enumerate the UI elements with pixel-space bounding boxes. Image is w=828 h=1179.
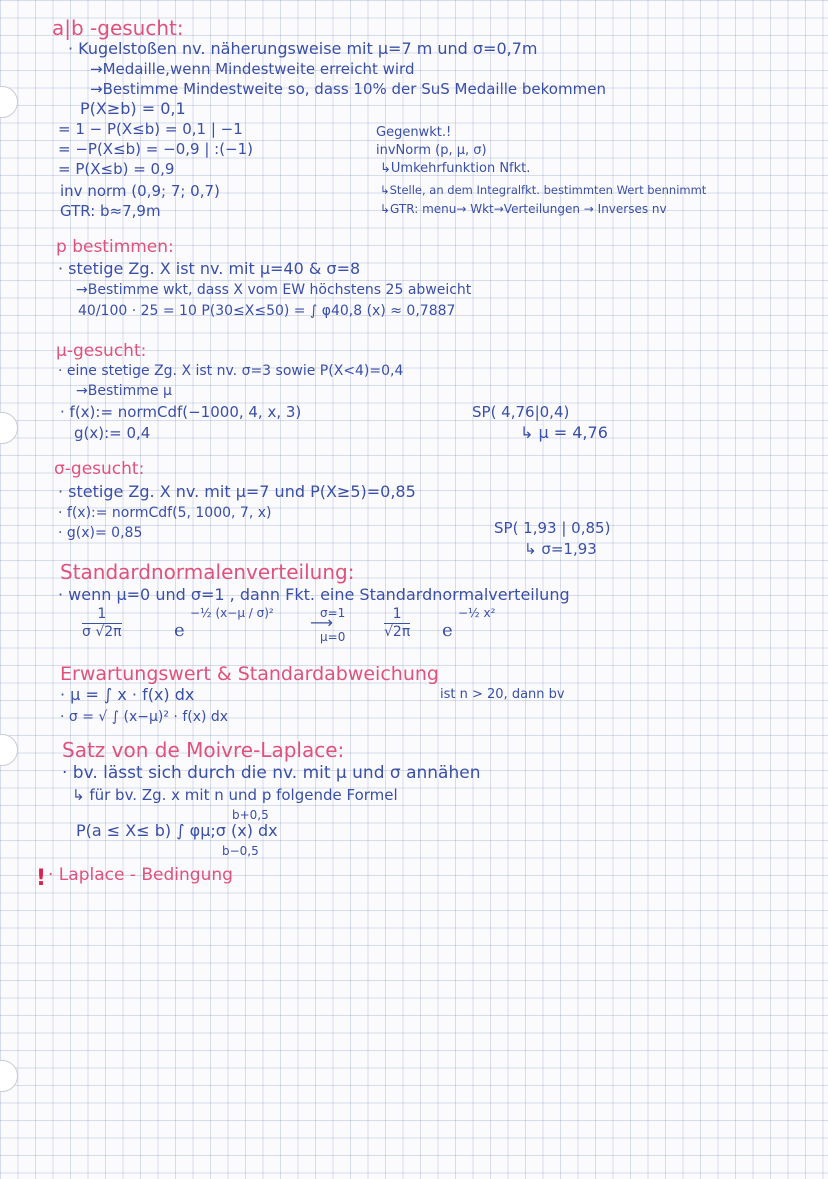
ab-note: ↳GTR: menu→ Wkt→Verteilungen → Inverses nv [380, 202, 667, 216]
ab-note: ↳Stelle, an dem Integralfkt. bestimmten Wert bennimmt [380, 183, 707, 197]
formula-exponent-right: −½ x² [458, 606, 496, 620]
ew-note: ist n > 20, dann bv [440, 687, 565, 702]
ab-line: GTR: b≈7,9m [60, 202, 161, 220]
ab-line: inv norm (0,9; 7; 0,7) [60, 182, 220, 200]
mu-line: →Bestimme μ [76, 383, 172, 399]
punch-hole [0, 734, 18, 766]
laplace-condition: · Laplace - Bedingung [48, 865, 233, 885]
punch-hole [0, 86, 18, 118]
arrow: ⟶ [310, 613, 333, 632]
mu-line: · f(x):= normCdf(−1000, 4, x, 3) [60, 403, 302, 421]
sigma-line: · g(x)= 0,85 [58, 525, 143, 541]
section-heading-p: p bestimmen: [56, 237, 174, 257]
p-line: · stetige Zg. X ist nv. mit μ=40 & σ=8 [58, 259, 361, 278]
section-heading-ew: Erwartungswert & Standardabweichung [60, 663, 439, 685]
ab-note: Gegenwkt.! [376, 125, 452, 140]
formula-e: e [174, 620, 185, 641]
sigma-line: · f(x):= normCdf(5, 1000, 7, x) [58, 505, 272, 521]
ab-line: = P(X≤b) = 0,9 [58, 160, 175, 178]
section-heading-ab: a|b -gesucht: [52, 16, 184, 40]
section-heading-standard: Standardnormalenverteilung: [60, 560, 355, 584]
mu-result: ↳ μ = 4,76 [520, 423, 608, 442]
p-line: →Bestimme wkt, dass X vom EW höchstens 25 abweicht [76, 282, 472, 298]
laplace-upper-bound: b+0,5 [232, 808, 269, 822]
laplace-formula: P(a ≤ X≤ b) ∫ φμ;σ (x) dx [76, 821, 278, 840]
p-line: 40/100 · 25 = 10 P(30≤X≤50) = ∫ φ40,8 (x) ≈ 0,7887 [78, 303, 456, 319]
ew-line: · μ = ∫ x · f(x) dx [60, 685, 195, 704]
ew-line: · σ = √ ∫ (x−μ)² · f(x) dx [60, 709, 229, 725]
laplace-lower-bound: b−0,5 [222, 844, 259, 858]
section-heading-mu: μ-gesucht: [56, 341, 147, 361]
ab-line: = −P(X≤b) = −0,9 | :(−1) [58, 140, 254, 158]
mu-line: · eine stetige Zg. X ist nv. σ=3 sowie P(X<4)=0,4 [58, 363, 404, 379]
mu-result: SP( 4,76|0,4) [472, 403, 570, 421]
punch-hole [0, 412, 18, 444]
punch-hole [0, 1060, 18, 1092]
sigma-line: · stetige Zg. X nv. mit μ=7 und P(X≥5)=0,85 [58, 482, 416, 501]
ab-line: →Bestimme Mindestweite so, dass 10% der SuS Medaille bekommen [90, 80, 606, 98]
ab-note: ↳Umkehrfunktion Nfkt. [380, 161, 531, 176]
laplace-line: ↳ für bv. Zg. x mit n und p folgende Formel [72, 786, 398, 804]
section-heading-sigma: σ-gesucht: [54, 459, 145, 479]
arrow-bottom-label: μ=0 [320, 630, 346, 644]
formula-exponent: −½ (x−μ / σ)² [190, 606, 274, 620]
exclamation-mark: ! [36, 866, 47, 891]
standard-line: · wenn μ=0 und σ=1 , dann Fkt. eine Standardnormalverteilung [58, 585, 570, 604]
laplace-line: · bv. lässt sich durch die nv. mit μ und σ annähen [62, 763, 481, 783]
ab-note: invNorm (p, μ, σ) [376, 143, 487, 158]
sigma-result: ↳ σ=1,93 [524, 540, 597, 558]
formula-e-right: e [442, 620, 453, 641]
ab-line: = 1 − P(X≤b) = 0,1 | −1 [58, 120, 243, 138]
formula-left-fraction: $\frac{1}{\sigma √2\pi}$ [82, 606, 122, 640]
section-heading-laplace: Satz von de Moivre-Laplace: [62, 738, 345, 762]
sigma-result: SP( 1,93 | 0,85) [494, 519, 611, 537]
arrow-top-label: σ=1 [320, 606, 346, 620]
ab-line: · Kugelstoßen nv. näherungsweise mit μ=7 m und σ=0,7m [68, 39, 538, 58]
ab-line: P(X≥b) = 0,1 [80, 99, 186, 118]
mu-line: g(x):= 0,4 [74, 424, 151, 442]
formula-right-fraction: $\frac{1}{√2\pi}$ [384, 606, 411, 640]
ab-line: →Medaille,wenn Mindestweite erreicht wird [90, 60, 415, 78]
